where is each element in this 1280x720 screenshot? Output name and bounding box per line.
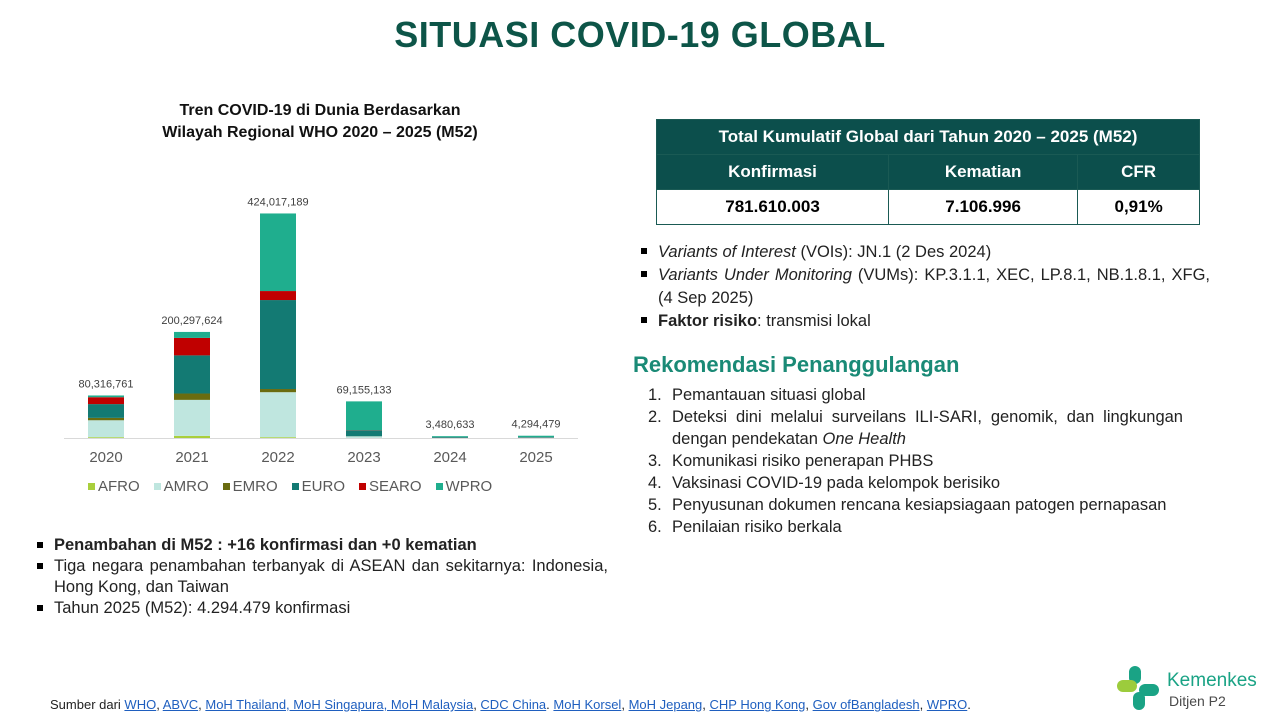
source-link-chp-hong-kong[interactable]: CHP Hong Kong <box>709 697 806 712</box>
bar-segment-afro-2022 <box>260 437 296 438</box>
recommendation-list <box>648 384 1183 538</box>
value-cfr: 0,91% <box>1078 190 1200 225</box>
bar-segment-amro-2020 <box>88 420 124 437</box>
list-item: 3. Komunikasi risiko penerapan PHBS <box>648 452 934 470</box>
data-label-2021: 200,297,624 <box>161 314 223 327</box>
kemenkes-logo <box>1115 664 1275 712</box>
list-item: 4. Vaksinasi COVID-19 pada kelompok berisiko <box>648 474 1001 492</box>
page-title: SITUASI COVID-19 GLOBAL <box>394 14 886 55</box>
source-link-moh-asean[interactable]: MoH Thailand, MoH Singapura, MoH Malaysia <box>205 697 474 712</box>
table-title: Total Kumulatif Global dari Tahun 2020 – 2025 (M52) <box>657 120 1200 155</box>
bar-segment-afro-2020 <box>88 437 124 438</box>
bar-segment-euro-2024 <box>432 437 468 438</box>
source-link-wpro[interactable]: WPRO <box>926 697 968 712</box>
x-tick-label-2025: 2025 <box>519 449 553 466</box>
logo-title: Kemenkes <box>1167 670 1257 691</box>
source-link-gov-bangladesh[interactable]: Gov ofBangladesh <box>812 697 920 712</box>
x-tick-label-2023: 2023 <box>347 449 381 466</box>
list-item: 1. Pemantauan situasi global <box>648 386 866 404</box>
header-kematian: Kematian <box>889 155 1078 190</box>
chart-title-line-1: Tren COVID-19 di Dunia Berdasarkan <box>179 102 461 119</box>
bar-segment-amro-2023 <box>346 436 382 438</box>
legend-item: AMRO <box>154 478 209 495</box>
legend-item: WPRO <box>436 478 493 495</box>
bar-segment-wpro-2025 <box>518 436 554 437</box>
bar-segment-amro-2022 <box>260 392 296 437</box>
bar-segment-wpro-2023 <box>346 401 382 430</box>
x-tick-label-2021: 2021 <box>175 449 209 466</box>
legend-item: AFRO <box>88 478 140 495</box>
header-konfirmasi: Konfirmasi <box>657 155 889 190</box>
bar-segment-emro-2022 <box>260 389 296 392</box>
data-label-2024: 3,480,633 <box>425 419 475 432</box>
bar-segment-amro-2021 <box>174 400 210 436</box>
data-label-2025: 4,294,479 <box>511 418 561 431</box>
list-item: 2. Deteksi dini melalui surveilans ILI-SARI, genomik, dan lingkungan dengan pendekatan One Health <box>648 408 1183 448</box>
x-tick-label-2020: 2020 <box>89 449 123 466</box>
legend-swatch <box>436 483 443 490</box>
bar-segment-wpro-2020 <box>88 395 124 397</box>
kemenkes-logo-icon <box>1115 664 1165 712</box>
bar-segment-wpro-2021 <box>174 332 210 338</box>
bar-segment-searo-2022 <box>260 291 296 300</box>
bar-segment-wpro-2024 <box>432 436 468 437</box>
bullet-2025-total: Tahun 2025 (M52): 4.294.479 konfirmasi <box>36 598 608 619</box>
bullet-voi: Variants of Interest (VOIs): JN.1 (2 Des 2024) <box>640 241 1210 264</box>
chart-title <box>100 100 540 144</box>
bar-segment-euro-2021 <box>174 355 210 393</box>
logo-subtitle: Ditjen P2 <box>1169 693 1226 709</box>
legend-item: EURO <box>292 478 345 495</box>
chart-title-line-2: Wilayah Regional WHO 2020 – 2025 (M52) <box>162 124 478 141</box>
summary-bullets <box>36 535 608 619</box>
legend-swatch <box>292 483 299 490</box>
source-link-who[interactable]: WHO <box>124 697 157 712</box>
legend-swatch <box>154 483 161 490</box>
recommendation-heading: Rekomendasi Penanggulangan <box>633 352 960 377</box>
legend-swatch <box>223 483 230 490</box>
bar-segment-searo-2021 <box>174 338 210 355</box>
stacked-bar-chart <box>60 175 580 475</box>
source-link-cdc-china[interactable]: CDC China <box>480 697 547 712</box>
header-cfr: CFR <box>1078 155 1200 190</box>
bullet-m52-addition: Penambahan di M52 : +16 konfirmasi dan +0 kematian <box>36 535 608 556</box>
source-link-moh-jepang[interactable]: MoH Jepang <box>628 697 703 712</box>
bar-segment-emro-2020 <box>88 418 124 420</box>
bullet-vum: Variants Under Monitoring (VUMs): KP.3.1.1, XEC, LP.8.1, NB.1.8.1, XFG, (4 Sep 2025) <box>640 264 1210 310</box>
table-row <box>657 190 1200 225</box>
variants-bullets <box>640 241 1210 333</box>
source-link-abvc[interactable]: ABVC <box>162 697 199 712</box>
bar-segment-emro-2021 <box>174 394 210 400</box>
legend-swatch <box>88 483 95 490</box>
x-tick-label-2024: 2024 <box>433 449 467 466</box>
x-tick-label-2022: 2022 <box>261 449 295 466</box>
value-kematian: 7.106.996 <box>889 190 1078 225</box>
list-item: 6. Penilaian risiko berkala <box>648 518 842 536</box>
bar-segment-euro-2023 <box>346 430 382 436</box>
source-link-moh-korsel[interactable]: MoH Korsel <box>553 697 622 712</box>
source-footnote: Sumber dari WHO, ABVC, MoH Thailand, MoH Singapura, MoH Malaysia, CDC China. MoH Korsel, MoH Jepang, CHP Hong Kong, Gov ofBangladesh, WPRO. <box>50 697 971 712</box>
bar-segment-searo-2020 <box>88 397 124 404</box>
data-label-2022: 424,017,189 <box>247 196 309 209</box>
legend-item: EMRO <box>223 478 278 495</box>
bullet-top-countries: Tiga negara penambahan terbanyak di ASEAN dan sekitarnya: Indonesia, Hong Kong, dan Taiwan <box>36 556 608 598</box>
bar-segment-afro-2021 <box>174 436 210 438</box>
list-item: 5. Penyusunan dokumen rencana kesiapsiagaan patogen pernapasan <box>648 496 1167 514</box>
value-konfirmasi: 781.610.003 <box>657 190 889 225</box>
legend-swatch <box>359 483 366 490</box>
bar-segment-wpro-2022 <box>260 213 296 291</box>
data-label-2020: 80,316,761 <box>78 378 134 391</box>
bar-segment-euro-2025 <box>518 437 554 438</box>
cumulative-table <box>656 119 1200 225</box>
chart-legend <box>88 478 492 495</box>
bar-segment-euro-2020 <box>88 404 124 418</box>
legend-item: SEARO <box>359 478 422 495</box>
bar-segment-euro-2022 <box>260 300 296 389</box>
bullet-risk-factor: Faktor risiko: transmisi lokal <box>640 310 1210 333</box>
data-label-2023: 69,155,133 <box>336 384 392 397</box>
